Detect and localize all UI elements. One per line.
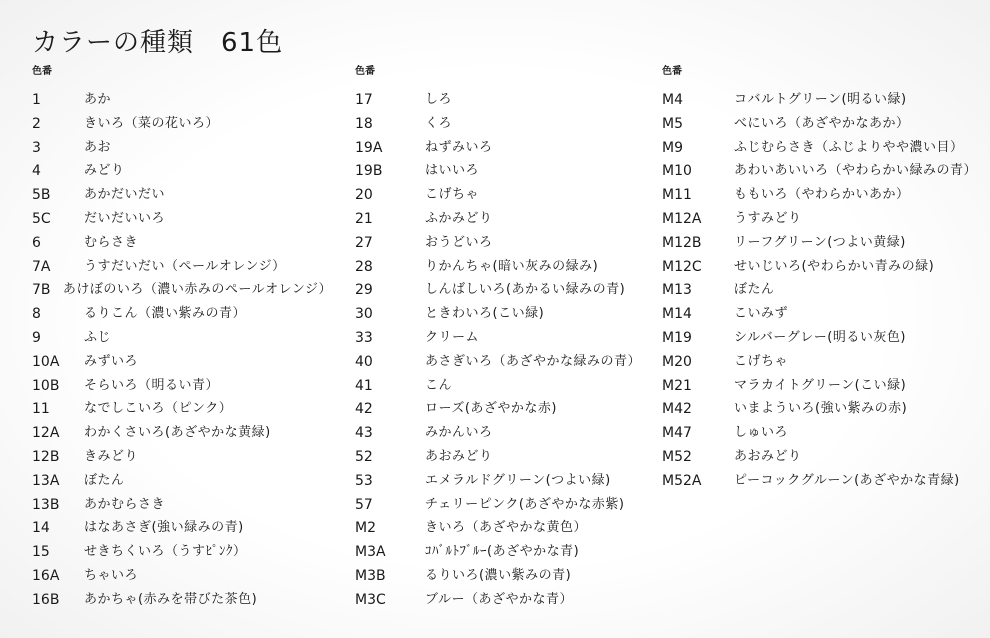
color-name: おうどいろ	[425, 234, 493, 250]
color-row	[32, 493, 332, 517]
color-code: M13	[662, 282, 692, 299]
color-row	[662, 112, 987, 136]
color-row	[355, 374, 655, 398]
column-header: 色番	[32, 66, 52, 77]
color-code: 42	[355, 401, 373, 418]
color-row	[355, 493, 655, 517]
color-code: 1	[32, 92, 41, 108]
color-code: 52	[355, 448, 373, 465]
color-code: M9	[662, 139, 683, 156]
color-code: M12A	[662, 210, 702, 227]
color-row	[32, 588, 332, 612]
color-code: 7B	[32, 282, 51, 299]
color-name: りかんちゃ(暗い灰みの緑み)	[425, 258, 599, 274]
color-code: M5	[662, 115, 683, 132]
color-name: みどり	[84, 163, 125, 179]
color-code: 6	[32, 234, 41, 251]
color-row	[355, 136, 655, 160]
color-name: べにいろ（あざやかなあか）	[734, 115, 910, 131]
color-name: ブルー（あざやかな青）	[425, 591, 573, 607]
color-name: ぼたん	[84, 472, 125, 488]
color-code: 3	[32, 139, 41, 156]
color-row	[32, 278, 332, 302]
color-row	[662, 231, 987, 255]
color-name: ときわいろ(こい緑)	[425, 306, 545, 322]
color-name: ピーコックグルーン(あざやかな青緑)	[734, 472, 960, 488]
color-row	[32, 159, 332, 183]
color-code: 30	[355, 306, 373, 323]
color-name: しゅいろ	[734, 425, 789, 441]
color-row	[355, 112, 655, 136]
color-code: 57	[355, 496, 373, 513]
color-name: そらいろ（明るい青）	[84, 377, 220, 393]
color-row	[32, 516, 332, 540]
color-row	[355, 564, 655, 588]
color-row	[662, 302, 987, 326]
color-row	[662, 469, 987, 493]
color-name: あお	[84, 139, 112, 155]
color-code: M3C	[355, 591, 386, 608]
color-name: ぼたん	[734, 282, 775, 298]
color-name: こいみず	[734, 306, 789, 322]
column-header: 色番	[662, 66, 682, 77]
color-name: クリーム	[425, 329, 480, 345]
color-row	[355, 588, 655, 612]
color-code: 27	[355, 234, 373, 251]
color-row	[355, 469, 655, 493]
color-code: 19B	[355, 163, 383, 180]
color-name: シルバーグレー(明るい灰色)	[734, 329, 906, 345]
color-name: しろ	[425, 92, 453, 107]
color-column-2	[355, 66, 655, 612]
color-name: あわいあいいろ（やわらかい緑みの青）	[734, 163, 978, 179]
color-name: あおみどり	[425, 448, 493, 464]
color-row	[662, 159, 987, 183]
color-row	[32, 564, 332, 588]
color-code: 28	[355, 258, 373, 275]
color-name: ふかみどり	[425, 210, 493, 226]
color-name: コバルトグリーン(明るい緑)	[734, 92, 907, 107]
color-name: しんばしいろ(あかるい緑みの青)	[425, 282, 626, 298]
color-code: 13A	[32, 472, 60, 489]
color-row	[355, 445, 655, 469]
color-row	[662, 350, 987, 374]
color-name: あおみどり	[734, 448, 802, 464]
color-code: M3B	[355, 567, 386, 584]
color-code: M11	[662, 187, 692, 204]
color-code: M2	[355, 520, 376, 537]
color-name: だいだいいろ	[84, 210, 166, 226]
color-name: きみどり	[84, 448, 139, 464]
color-code: 7A	[32, 258, 51, 275]
color-row	[355, 516, 655, 540]
color-code: M52A	[662, 472, 702, 489]
color-column-3	[662, 66, 987, 493]
color-row	[662, 374, 987, 398]
color-row	[32, 136, 332, 160]
page-title: カラーの種類 61色	[32, 28, 284, 58]
color-code: 5C	[32, 210, 51, 227]
color-row	[355, 183, 655, 207]
column-header: 色番	[355, 66, 375, 77]
color-name: ふじむらさき（ふじよりやや濃い目）	[734, 139, 964, 155]
color-code: 12A	[32, 425, 60, 442]
color-name: あかだいだい	[84, 187, 166, 203]
color-code: 21	[355, 210, 373, 227]
color-code: 53	[355, 472, 373, 489]
color-row	[32, 469, 332, 493]
color-code: M14	[662, 306, 692, 323]
color-row	[32, 207, 332, 231]
color-code: M3A	[355, 544, 386, 561]
color-row	[32, 302, 332, 326]
color-row	[32, 183, 332, 207]
color-name: あかちゃ(赤みを帯びた茶色)	[84, 591, 258, 607]
color-code: 43	[355, 425, 373, 442]
color-name: くろ	[425, 115, 453, 131]
color-row	[355, 207, 655, 231]
color-code: 40	[355, 353, 373, 370]
color-row	[32, 350, 332, 374]
color-row	[662, 255, 987, 279]
color-code: 5B	[32, 187, 51, 204]
color-code: 9	[32, 329, 41, 346]
color-row	[32, 445, 332, 469]
color-code: 16B	[32, 591, 60, 608]
color-row	[662, 136, 987, 160]
color-row	[662, 397, 987, 421]
color-code: M12C	[662, 258, 702, 275]
color-row	[32, 231, 332, 255]
color-code: 19A	[355, 139, 383, 156]
color-row	[355, 540, 655, 564]
color-name: みかんいろ	[425, 425, 493, 441]
color-row	[32, 374, 332, 398]
color-row	[355, 88, 655, 112]
color-name: リーフグリーン(つよい黄緑)	[734, 234, 906, 250]
color-name: あさぎいろ（あざやかな緑みの青）	[425, 353, 642, 369]
color-name: マラカイトグリーン(こい緑)	[734, 377, 907, 393]
color-name: るりいろ(濃い紫みの青)	[425, 567, 572, 583]
color-name: ｺﾊﾞﾙﾄﾌﾞﾙｰ(あざやかな青)	[425, 544, 580, 560]
color-row	[32, 88, 332, 112]
color-row	[662, 421, 987, 445]
color-row	[355, 397, 655, 421]
color-row	[662, 88, 987, 112]
color-code: 18	[355, 115, 373, 132]
color-code: 29	[355, 282, 373, 299]
color-code: 16A	[32, 567, 60, 584]
color-name: ちゃいろ	[84, 567, 139, 583]
color-row	[32, 326, 332, 350]
color-name: るりこん（濃い紫みの青）	[84, 306, 247, 322]
color-code: 2	[32, 115, 41, 132]
color-row	[32, 540, 332, 564]
color-code: 10A	[32, 353, 60, 370]
color-row	[32, 421, 332, 445]
color-name: むらさき	[84, 234, 139, 250]
color-row	[355, 278, 655, 302]
color-code: 12B	[32, 448, 60, 465]
color-code: M4	[662, 92, 683, 108]
color-code: 41	[355, 377, 373, 394]
color-row	[662, 326, 987, 350]
color-row	[662, 207, 987, 231]
color-name: ももいろ（やわらかいあか）	[734, 187, 910, 203]
color-name: ねずみいろ	[425, 139, 493, 155]
color-code: M19	[662, 329, 692, 346]
color-code: M10	[662, 163, 692, 180]
color-name: チェリーピンク(あざやかな赤紫)	[425, 496, 625, 512]
color-name: きいろ（あざやかな黄色）	[425, 520, 588, 536]
color-row	[355, 350, 655, 374]
color-name: ローズ(あざやかな赤)	[425, 401, 557, 417]
color-code: 14	[32, 520, 50, 537]
color-name: いまよういろ(強い紫みの赤)	[734, 401, 908, 417]
color-code: M47	[662, 425, 692, 442]
color-row	[662, 278, 987, 302]
color-code: 33	[355, 329, 373, 346]
color-name: わかくさいろ(あざやかな黄緑)	[84, 425, 271, 441]
color-name: こげちゃ	[734, 353, 789, 369]
color-name: みずいろ	[84, 353, 139, 369]
color-row	[355, 421, 655, 445]
color-row	[32, 397, 332, 421]
color-code: 17	[355, 92, 373, 108]
color-code: 11	[32, 401, 50, 418]
color-name: はなあさぎ(強い緑みの青)	[84, 520, 244, 536]
color-row	[662, 445, 987, 469]
color-code: 10B	[32, 377, 60, 394]
color-row	[32, 112, 332, 136]
color-code: 4	[32, 163, 41, 180]
color-name: せいじいろ(やわらかい青みの緑)	[734, 258, 935, 274]
color-name: なでしこいろ（ピンク）	[84, 401, 233, 417]
color-row	[32, 255, 332, 279]
color-row	[355, 231, 655, 255]
color-name: きいろ（菜の花いろ）	[84, 115, 220, 131]
color-code: 13B	[32, 496, 60, 513]
color-name: うすみどり	[734, 210, 802, 226]
color-name: せきちくいろ（うすﾋﾟﾝｸ）	[84, 544, 247, 560]
color-row	[355, 159, 655, 183]
color-code: 15	[32, 544, 50, 561]
color-row	[355, 302, 655, 326]
color-code: M20	[662, 353, 692, 370]
color-code: M12B	[662, 234, 702, 251]
color-name: あけぼのいろ（濃い赤みのペールオレンジ）	[62, 282, 332, 298]
color-column-1	[32, 66, 332, 612]
color-name: はいいろ	[425, 163, 480, 179]
color-code: M21	[662, 377, 692, 394]
color-code: M42	[662, 401, 692, 418]
color-row	[355, 326, 655, 350]
color-name: あか	[84, 92, 112, 107]
color-code: M52	[662, 448, 692, 465]
color-name: うすだいだい（ペールオレンジ）	[84, 258, 286, 274]
color-code: 20	[355, 187, 373, 204]
color-name: あかむらさき	[84, 496, 166, 512]
color-row	[355, 255, 655, 279]
color-code: 8	[32, 306, 41, 323]
color-name: こげちゃ	[425, 187, 480, 203]
color-name: こん	[425, 377, 453, 393]
color-row	[662, 183, 987, 207]
color-name: ふじ	[84, 329, 112, 345]
color-name: エメラルドグリーン(つよい緑)	[425, 472, 611, 488]
